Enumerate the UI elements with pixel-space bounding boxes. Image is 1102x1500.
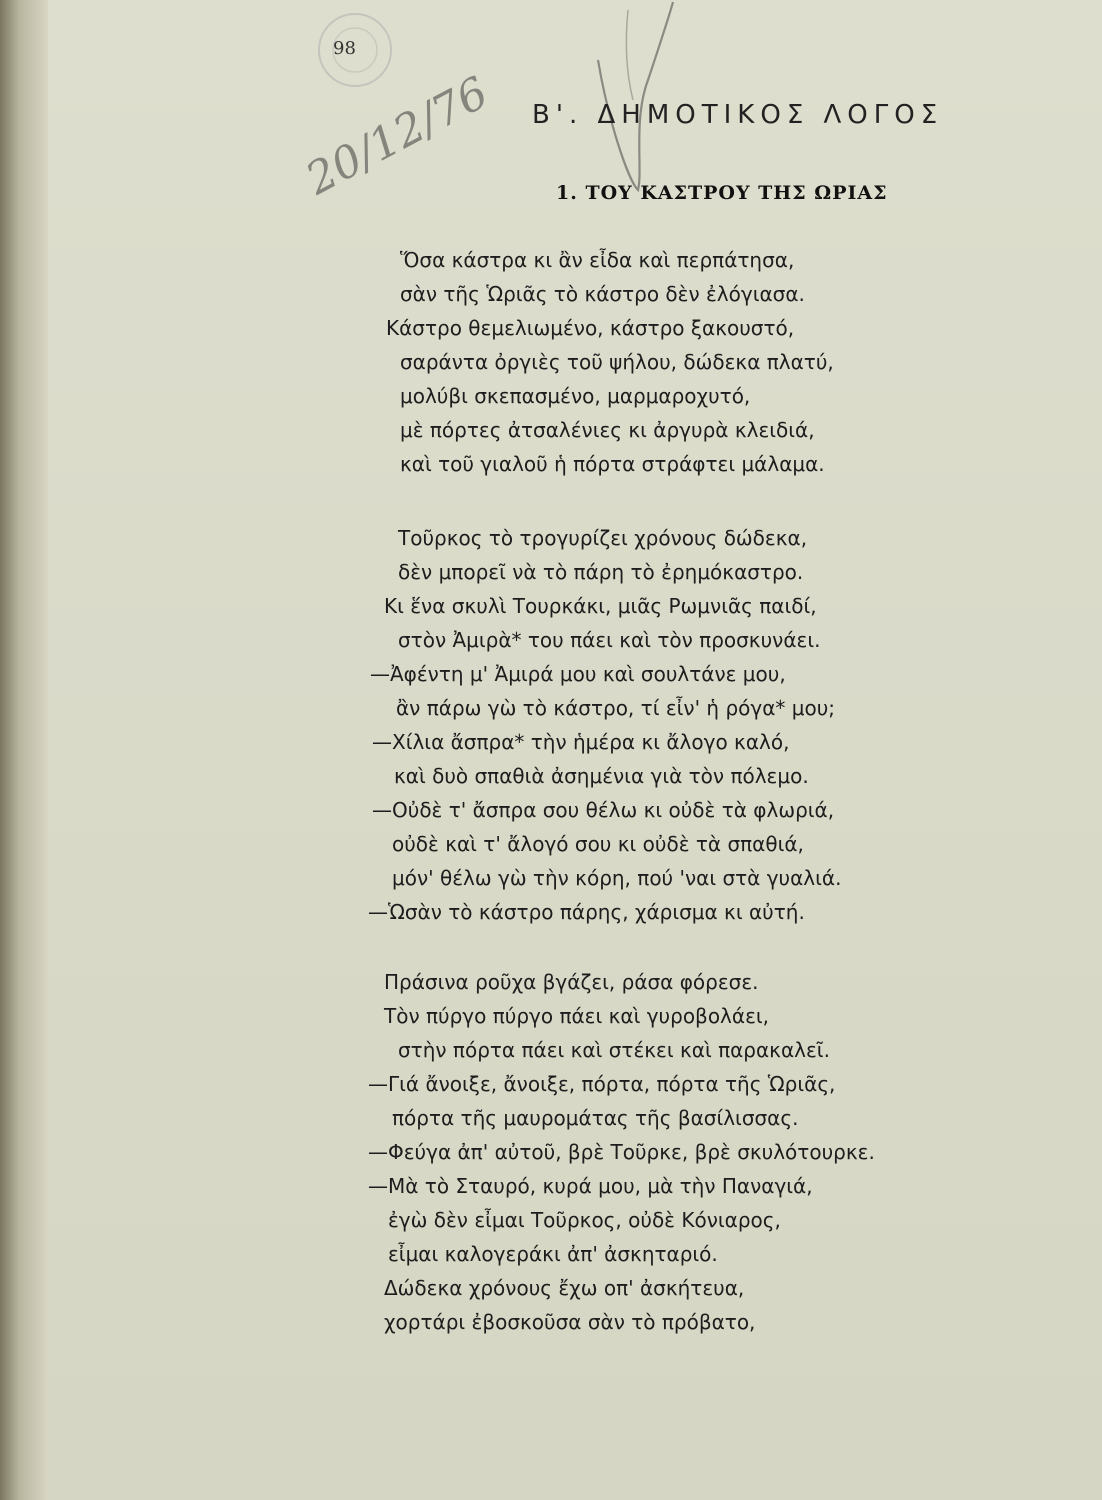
page-binding-edge bbox=[0, 0, 48, 1500]
verse-line: —Χίλια ἄσπρα* τὴν ἡμέρα κι ἄλογο καλό, bbox=[372, 730, 790, 754]
verse-line: Κι ἕνα σκυλὶ Τουρκάκι, μιᾶς Ρωμνιᾶς παιδί, bbox=[384, 594, 817, 618]
verse-line: μολύβι σκεπασμένο, μαρμαροχυτό, bbox=[400, 384, 751, 408]
verse-line: ἐγὼ δὲν εἶμαι Τοῦρκος, οὐδὲ Κόνιαρος, bbox=[388, 1208, 781, 1232]
verse-line: στὸν Ἀμιρὰ* του πάει καὶ τὸν προσκυνάει. bbox=[398, 628, 821, 652]
page-number: 98 bbox=[333, 38, 356, 59]
verse-line: Κάστρο θεμελιωμένο, κάστρο ξακουστό, bbox=[386, 316, 795, 340]
verse-line: —Οὐδὲ τ' ἄσπρα σου θέλω κι οὐδὲ τὰ φλωριά, bbox=[372, 798, 835, 822]
verse-line: —Ὡσὰν τὸ κάστρο πάρης, χάρισμα κι αὐτή. bbox=[368, 900, 805, 924]
verse-line: καὶ τοῦ γιαλοῦ ἡ πόρτα στράφτει μάλαμα. bbox=[400, 452, 825, 476]
verse-line: —Μὰ τὸ Σταυρό, κυρά μου, μὰ τὴν Παναγιά, bbox=[368, 1174, 813, 1198]
verse-line: στὴν πόρτα πάει καὶ στέκει καὶ παρακαλεῖ. bbox=[398, 1038, 830, 1062]
verse-line: —Γιά ἄνοιξε, ἄνοιξε, πόρτα, πόρτα τῆς Ὡριᾶς, bbox=[368, 1072, 836, 1096]
verse-line: —Φεύγα ἀπ' αὐτοῦ, βρὲ Τοῦρκε, βρὲ σκυλότουρκε. bbox=[368, 1140, 875, 1164]
verse-line: —Ἀφέντη μ' Ἀμιρά μου καὶ σουλτάνε μου, bbox=[370, 662, 786, 686]
verse-line: χορτάρι ἐβοσκοῦσα σὰν τὸ πρόβατο, bbox=[384, 1310, 756, 1334]
verse-line: δὲν μπορεῖ νὰ τὸ πάρη τὸ ἐρημόκαστρο. bbox=[398, 560, 804, 584]
verse-line: σαράντα ὀργιὲς τοῦ ψήλου, δώδεκα πλατύ, bbox=[400, 350, 834, 374]
verse-line: Ὅσα κάστρα κι ἂν εἶδα καὶ περπάτησα, bbox=[400, 248, 795, 272]
verse-line: Τὸν πύργο πύργο πάει καὶ γυροβολάει, bbox=[384, 1004, 770, 1028]
verse-line: εἶμαι καλογεράκι ἀπ' ἀσκηταριό. bbox=[388, 1242, 718, 1266]
verse-line: μὲ πόρτες ἀτσαλένιες κι ἀργυρὰ κλειδιά, bbox=[400, 418, 815, 442]
verse-line: Δώδεκα χρόνους ἔχω οπ' ἀσκήτευα, bbox=[384, 1276, 745, 1300]
book-page bbox=[48, 0, 1102, 1500]
verse-line: Τοῦρκος τὸ τρογυρίζει χρόνους δώδεκα, bbox=[398, 526, 808, 550]
verse-line: πόρτα τῆς μαυρομάτας τῆς βασίλισσας. bbox=[392, 1106, 799, 1130]
verse-line: μόν' θέλω γὼ τὴν κόρη, πού 'ναι στὰ γυαλιά. bbox=[392, 866, 842, 890]
verse-line: ἂν πάρω γὼ τὸ κάστρο, τί εἶν' ἡ ρόγα* μου; bbox=[396, 696, 836, 720]
verse-line: καὶ δυὸ σπαθιὰ ἀσημένια γιὰ τὸν πόλεμο. bbox=[394, 764, 809, 788]
section-title: Β'. ΔΗΜΟΤΙΚΟΣ ΛΟΓΟΣ bbox=[532, 100, 944, 130]
verse-line: οὐδὲ καὶ τ' ἄλογό σου κι οὐδὲ τὰ σπαθιά, bbox=[392, 832, 804, 856]
handwritten-date: 20/12/76 bbox=[298, 67, 497, 206]
poem-title: 1. ΤΟΥ ΚΑΣΤΡΟΥ ΤΗΣ ΩΡΙΑΣ bbox=[556, 182, 888, 204]
verse-line: σὰν τῆς Ὡριᾶς τὸ κάστρο δὲν ἐλόγιασα. bbox=[400, 282, 805, 306]
verse-line: Πράσινα ροῦχα βγάζει, ράσα φόρεσε. bbox=[384, 970, 759, 994]
